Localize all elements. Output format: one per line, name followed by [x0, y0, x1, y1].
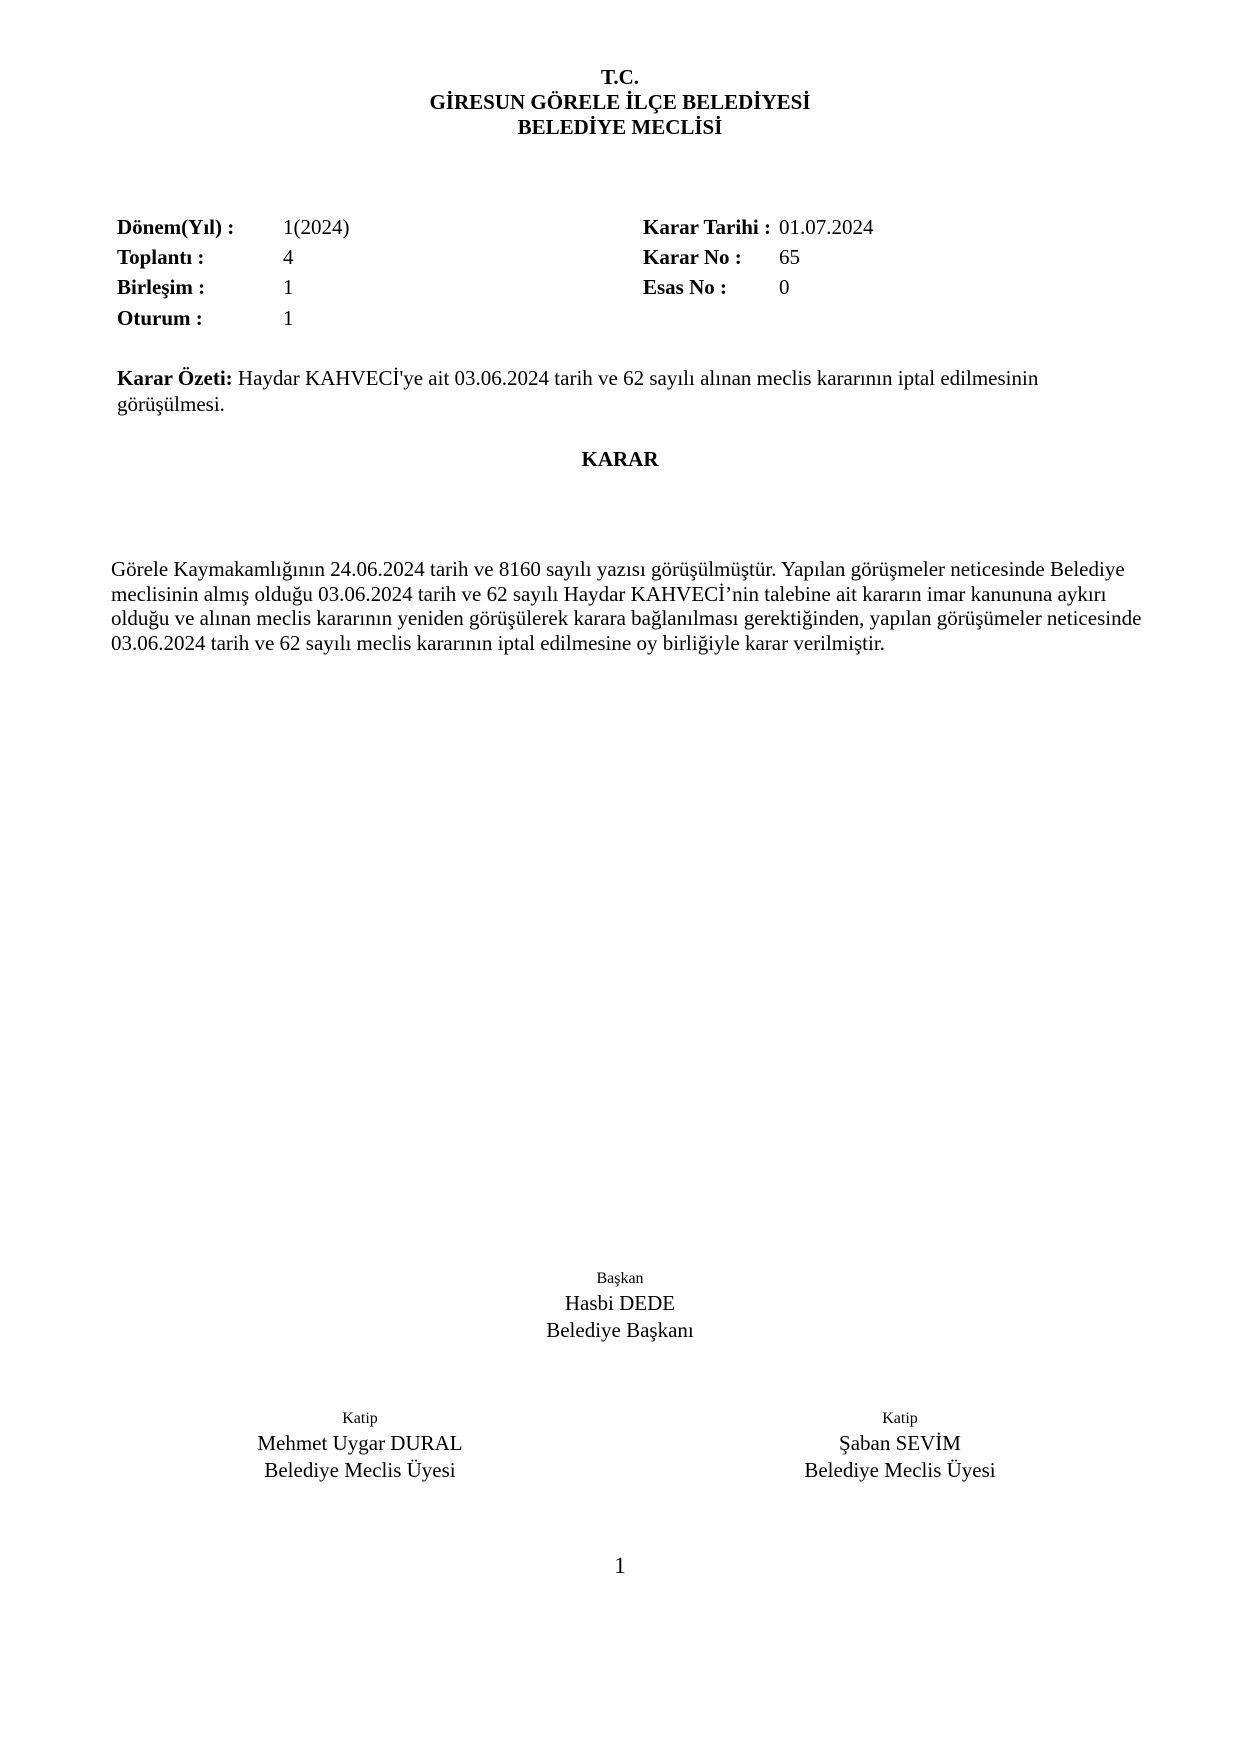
signature-name: Mehmet Uygar DURAL: [257, 1431, 463, 1455]
header-tc: T.C.: [600, 65, 640, 89]
signature-role: Katip: [882, 1410, 918, 1427]
signature-clerk-left: [210, 1408, 510, 1484]
meta-value: 4: [283, 245, 294, 269]
header-council: BELEDİYE MECLİSİ: [517, 115, 723, 139]
decision-body: Görele Kaymakamlığının 24.06.2024 tarih ve 8160 sayılı yazısı görüşülmüştür. Yapılan görüşmeler neticesinde Belediye meclisinin almış olduğu 03.06.2024 tarih ve 62 sayılı Haydar KAHVECİ’nin talebine ait kararın imar kanununa aykırı olduğu ve alınan meclis kararının yeniden görüşülerek karara bağlanılması gerektiğinden, yapılan görüşümeler neticesinde 03.06.2024 tarih ve 62 sayılı meclis kararının iptal edilmesine oy birliğiyle karar verilmiştir.: [111, 557, 1142, 655]
header-municipality: GİRESUN GÖRELE İLÇE BELEDİYESİ: [429, 90, 811, 114]
summary-text: Haydar KAHVECİ'ye ait 03.06.2024 tarih ve 62 sayılı alınan meclis kararının iptal edilmesinin görüşülmesi.: [117, 366, 1039, 416]
meta-value: 1: [283, 306, 294, 330]
signature-name: Hasbi DEDE: [564, 1291, 676, 1315]
summary-label: Karar Özeti:: [117, 366, 233, 390]
meta-label: Karar Tarihi :: [643, 215, 771, 239]
signature-role: Katip: [342, 1410, 378, 1427]
meta-value: 1: [283, 275, 294, 299]
meta-value: 01.07.2024: [779, 215, 874, 239]
meta-label: Dönem(Yıl) :: [117, 215, 235, 239]
signature-title: Belediye Meclis Üyesi: [264, 1458, 456, 1482]
meta-value: 1(2024): [283, 215, 350, 239]
meta-label: Oturum :: [117, 306, 203, 330]
meta-value: 65: [779, 245, 800, 269]
meta-value: 0: [779, 275, 790, 299]
signature-name: Şaban SEVİM: [839, 1431, 961, 1455]
decision-title: KARAR: [581, 447, 659, 471]
signature-president: [470, 1268, 770, 1344]
meta-label: Karar No :: [643, 245, 742, 269]
page-number: 1: [614, 1553, 626, 1578]
decision-summary: [117, 365, 1077, 417]
signature-title: Belediye Meclis Üyesi: [804, 1458, 996, 1482]
signature-title: Belediye Başkanı: [546, 1318, 694, 1342]
meta-label: Esas No :: [643, 275, 728, 299]
signature-role: Başkan: [596, 1270, 644, 1287]
meta-label: Birleşim :: [117, 275, 206, 299]
meta-label: Toplantı :: [117, 245, 205, 269]
signature-clerk-right: [750, 1408, 1050, 1484]
